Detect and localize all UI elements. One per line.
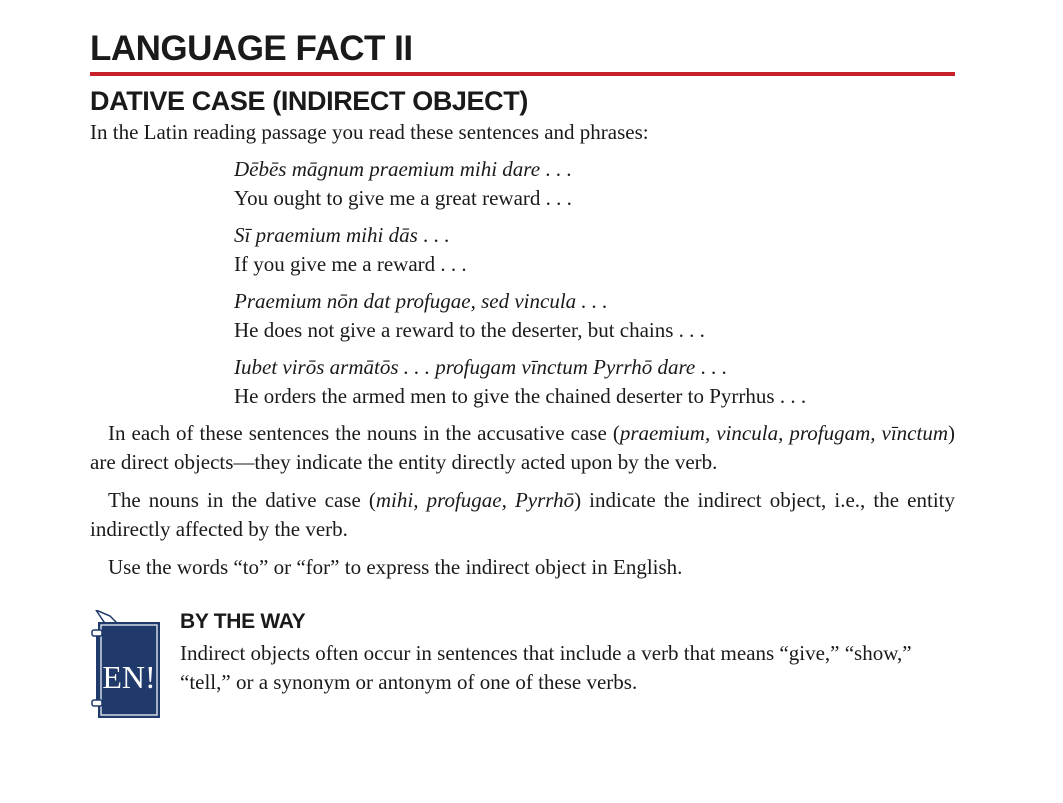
intro-text: In the Latin reading passage you read these sentences and phrases: <box>90 120 649 144</box>
paragraph-direct-objects <box>90 419 955 477</box>
example-item <box>234 221 955 279</box>
para2-after: ) indicate the indirect object, i.e., the entity indirectly affected by the verb. <box>90 488 955 541</box>
example-latin-tail: . . . <box>695 355 727 379</box>
example-english: He does not give a reward to the deserter, but chains . . . <box>234 318 705 342</box>
example-item <box>234 155 955 213</box>
example-item <box>234 353 955 411</box>
by-the-way-box <box>90 608 955 718</box>
example-latin: Dēbēs māgnum praemium mihi dare <box>234 157 541 181</box>
by-the-way-content <box>180 608 955 697</box>
example-english: You ought to give me a great reward . . . <box>234 186 572 210</box>
icon-label: EN! <box>102 659 156 695</box>
scroll-icon <box>90 610 164 722</box>
by-the-way-title: BY THE WAY <box>180 610 306 633</box>
examples-list <box>234 155 955 411</box>
section-heading: LANGUAGE FACT II <box>90 29 413 68</box>
para1-italic-words: praemium, vincula, profugam, vīnctum <box>619 421 948 445</box>
heading-rule <box>90 72 955 76</box>
para1-before: In each of these sentences the nouns in the accusative case ( <box>108 421 620 445</box>
para2-italic-words: mihi, profugae, Pyrrhō <box>375 488 575 512</box>
by-the-way-body: Indirect objects often occur in sentences that include a verb that means “give,” “show,” “tell,” or a synonym or antonym of one of these verbs. <box>180 641 912 694</box>
example-english: He orders the armed men to give the chained deserter to Pyrrhus . . . <box>234 384 807 408</box>
example-latin-tail: . . . <box>540 157 572 181</box>
para1-after: ) are direct objects—they indicate the entity directly acted upon by the verb. <box>90 421 955 474</box>
section-subheading: DATIVE CASE (INDIRECT OBJECT) <box>90 86 528 116</box>
paragraph-translation-tip: Use the words “to” or “for” to express the indirect object in English. <box>108 555 683 579</box>
example-latin-tail: . . . <box>417 223 450 247</box>
example-latin: Iubet virōs armātōs . . . profugam vīnctum Pyrrhō dare <box>234 355 696 379</box>
paragraph-indirect-objects <box>90 486 955 544</box>
example-latin: Praemium nōn dat profugae, sed vincula . . . <box>234 289 608 313</box>
example-latin: Sī praemium mihi dās <box>234 223 418 247</box>
para2-before: The nouns in the dative case ( <box>108 488 376 512</box>
example-english: If you give me a reward . . . <box>234 252 467 276</box>
page <box>90 28 955 718</box>
example-item <box>234 287 955 345</box>
